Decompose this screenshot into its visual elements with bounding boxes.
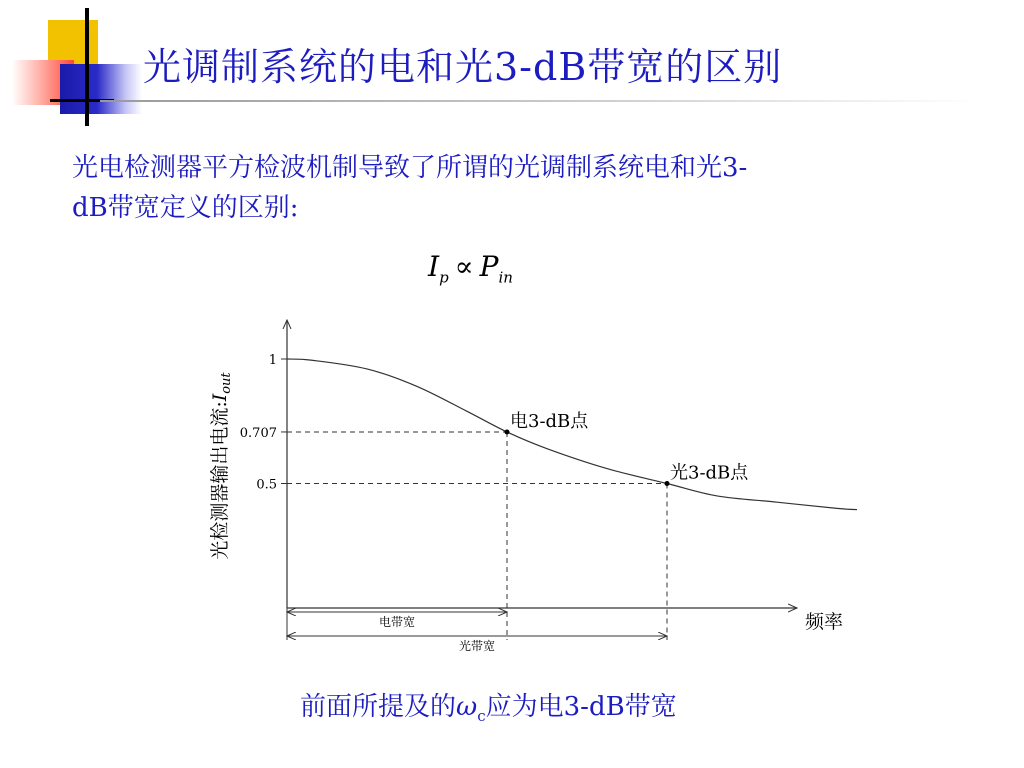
- formula-proportional-operator: ∝: [454, 250, 474, 283]
- y-tick-label: 0.707: [239, 425, 277, 441]
- y-axis-label: [209, 372, 234, 560]
- y-tick-label: 0.5: [256, 477, 277, 493]
- formula-current-subscript: p: [439, 268, 449, 287]
- dashed-guides: [287, 432, 667, 640]
- slide-title: 光调制系统的电和光3-dB带宽的区别: [143, 45, 783, 89]
- point-label: 电3-dB点: [510, 410, 589, 432]
- formula-power-symbol: P: [479, 250, 499, 283]
- y-tick-label: 1: [268, 353, 277, 368]
- intro-line-1: 光电检测器平方检波机制导致了所谓的光调制系统电和光3-: [72, 153, 748, 183]
- point-marker: [665, 481, 670, 486]
- bandwidth-label: 电带宽: [378, 615, 416, 629]
- 3db-points: [505, 411, 750, 486]
- caption-omega-subscript: c: [477, 707, 486, 726]
- y-axis-label-text: 光检测器输出电流:: [209, 401, 231, 560]
- bandwidth-label: 光带宽: [458, 639, 496, 653]
- bandwidth-dimensions: [287, 608, 667, 653]
- formula-current-symbol: I: [428, 250, 440, 283]
- caption-after: 应为电3-dB带宽: [485, 692, 677, 722]
- caption-before: 前面所提及的: [300, 692, 457, 722]
- formula-power-subscript: in: [498, 268, 513, 287]
- response-curve: [287, 359, 857, 510]
- point-label: 光3-dB点: [670, 462, 749, 484]
- caption: [300, 686, 677, 725]
- y-ticks: [240, 353, 287, 493]
- y-axis-label-subscript: out: [219, 372, 234, 394]
- caption-omega-symbol: ω: [456, 692, 478, 722]
- x-axis-label: 频率: [805, 611, 844, 633]
- intro-line-2: dB带宽定义的区别:: [72, 193, 299, 223]
- point-marker: [505, 429, 510, 434]
- y-axis-label-symbol: I: [209, 393, 231, 402]
